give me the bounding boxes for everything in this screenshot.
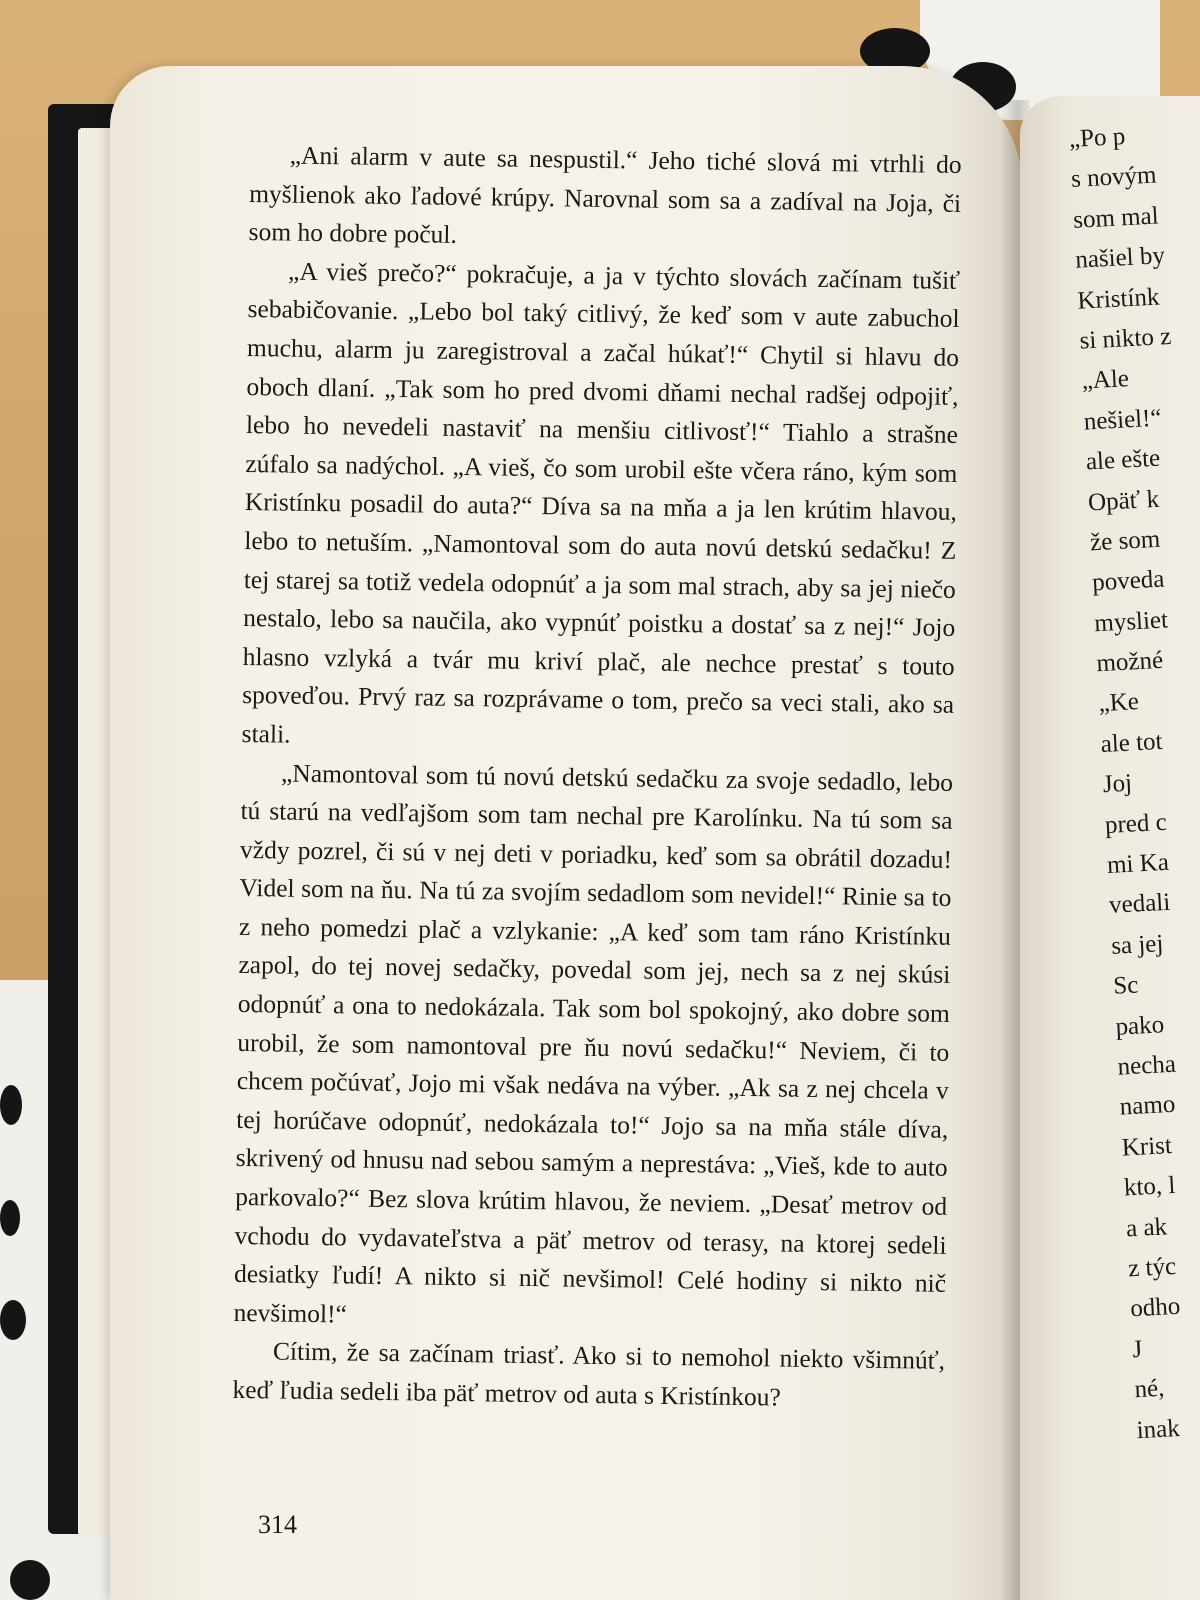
paragraph-1: „Ani alarm v aute sa nespustil.“ Jeho tiché slová mi vtrhli do myšlienok ako ľadové krúpy. Narovnal som sa a zadíval na Joja, či som ho dobre počul. — [248, 140, 962, 250]
right-page-line: vedali — [1108, 889, 1171, 920]
right-page-line: si nikto z — [1078, 322, 1172, 355]
right-page-line: som mal — [1072, 202, 1160, 234]
right-page-line: ale tot — [1100, 727, 1164, 758]
right-page-line: a ak — [1125, 1212, 1168, 1243]
cloth-dot — [0, 1085, 22, 1125]
right-page-line: našiel by — [1074, 242, 1166, 274]
right-page-line: mysliet — [1093, 606, 1169, 637]
right-page-line: odho — [1129, 1293, 1181, 1323]
right-page-line: kto, l — [1123, 1172, 1177, 1202]
paragraph-2: „A vieš prečo?“ pokračuje, a ja v týchto slovách začínam tušiť sebabičovanie. „Lebo bol taký citlivý, že keď som v aute zabuchol muchu, alarm ju zaregistroval a začal húkať!“ Chytil si hlavu do oboch dlaní. „Tak som ho pred dvomi dňami nechal radšej odpojiť, lebo ho nevedeli nastaviť na menšiu citlivosť!“ Tiahlo a strašne zúfalo sa nadýchol. „A vieš, čo som urobil ešte včera ráno, kým som Kristínku posadil do auta?“ Díva sa na mňa a ja len krútim hlavou, lebo to netuším. „Namontoval som do auta novú detskú sedačku! Z tej starej sa totiž vedela odopnúť a ja som mal strach, aby sa jej niečo nestalo, lebo sa naučila, ako vypnúť poistku a dostať sa z nej!“ Jojo hlasno vzlyká a tvár mu kriví plač, ale nechce prestať s touto spoveďou. Prvý raz sa rozprávame o tom, prečo sa veci stali, ako sa stali. — [241, 256, 961, 749]
left-page-text — [232, 136, 962, 1419]
right-page-line: necha — [1116, 1050, 1177, 1081]
right-page-line: Sc — [1112, 971, 1140, 1000]
cloth-dot — [10, 1560, 50, 1600]
right-page-line: že som — [1089, 525, 1161, 557]
right-page-line: možné — [1095, 646, 1164, 678]
right-page-line: J — [1131, 1335, 1143, 1364]
right-page-line: Opäť k — [1087, 485, 1160, 516]
right-page-line: inak — [1135, 1414, 1181, 1444]
right-page-line: né, — [1133, 1374, 1166, 1404]
right-page-line: mi Ka — [1106, 848, 1170, 879]
right-page-line: sa jej — [1110, 929, 1165, 960]
right-page-line: pako — [1114, 1010, 1165, 1041]
right-page-line: namo — [1119, 1091, 1176, 1122]
right-page-line: Krist — [1121, 1131, 1173, 1162]
right-page-line: nešiel!“ — [1083, 404, 1163, 436]
right-page-line: ale ešte — [1085, 444, 1161, 476]
right-page-line: Joj — [1102, 769, 1133, 799]
paragraph-3: „Namontoval som tú novú detskú sedačku za svoje sedadlo, lebo tú starú na vedľajšom som tam nechal pre Karolínku. Na tú som sa vždy pozrel, či sú v nej deti v poriadku, keď som sa obrátil dozadu! Videl som na ňu. Na tú za svojím sedadlom som nevidel!“ Rinie sa to z neho pomedzi plač a vzlykanie: „A keď som tam ráno Kristínku zapol, do tej novej sedačky, povedal som jej, nech sa z nej skúsi odopnúť a ona to nedokázala. Tak som bol spokojný, ako dobre som urobil, že som namontoval pre ňu novú sedačku!“ Neviem, či to chcem počúvať, Jojo mi však nedáva na výber. „Ak sa z nej chcela v tej horúčave odopnúť, nedokázala to!“ Jojo sa na mňa stále díva, skrivený od hnusu nad sebou samým a neprestáva: „Vieš, kde to auto parkovalo?“ Bez slova krútim hlavou, že neviem. „Desať metrov od vchodu do vydavateľstva a päť metrov od terasy, na ktorej sedeli desiatky ľudí! A nikto si nič nevšimol! Celé hodiny si nikto nič nevšimol!“ — [233, 757, 954, 1329]
cloth-dot — [0, 1300, 26, 1340]
right-page-line: „Ke — [1097, 688, 1140, 718]
cloth-dot — [0, 1200, 20, 1236]
right-page-line: s novým — [1070, 161, 1158, 194]
page-number: 314 — [258, 1510, 297, 1539]
paragraph-4: Cítim, že sa začínam triasť. Ako si to nemohol niekto všimnúť, keď ľudia sedeli iba päť metrov od auta s Kristínkou? — [232, 1336, 946, 1412]
right-page-line: Kristínk — [1076, 283, 1161, 315]
right-page-line: „Ale — [1080, 365, 1130, 395]
right-page-line: „Po p — [1068, 123, 1126, 153]
right-page-line: poveda — [1091, 565, 1166, 597]
right-page-line: z týc — [1127, 1252, 1177, 1283]
right-page-line: pred c — [1104, 808, 1168, 839]
